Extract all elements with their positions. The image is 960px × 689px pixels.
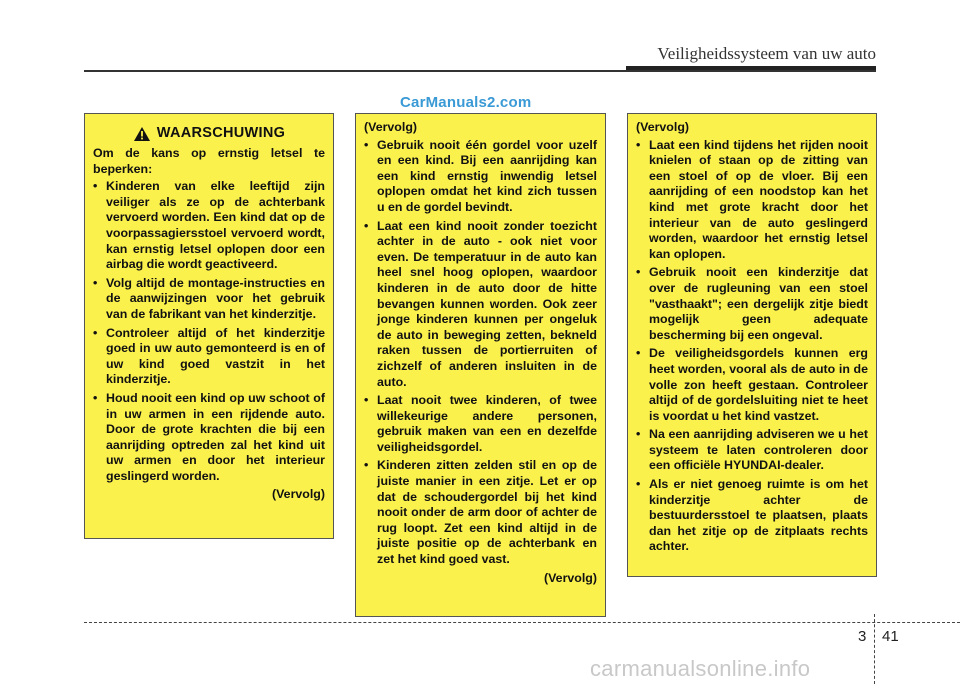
list-item-text: Kinderen zitten zelden stil en op de juiste manier in een zitje. Let er op dat de schoudergordel bij het kind nooit onder de arm door of achter de rug loopt. Zet een kind altijd in de juiste positie op de achterbank en zet het kind goed vast. (377, 458, 597, 567)
list-item-text: Laat nooit twee kinderen, of twee willekeurige andere personen, gebruik maken van een en dezelfde veiligheidsgordel. (377, 393, 597, 454)
list-item: • De veiligheidsgordels kunnen erg heet worden, vooral als de auto in de volle zon heeft gestaan. Controleer altijd of de gordelsluiting niet te heet is voordat u het kind vastzet. (636, 346, 868, 423)
header-title: Veiligheidssysteem van uw auto (657, 44, 876, 63)
list-item-text: Volg altijd de montage-instructies en de aanwijzingen voor het gebruik van de fabrikant van het kinderzitje. (106, 275, 325, 321)
list-item-text: Controleer altijd of het kinderzitje goed in uw auto gemonteerd is en of uw kind goed vastzit in het kinderzitje. (106, 325, 325, 387)
warning-panel-2 (355, 113, 606, 617)
warning-triangle-icon (133, 126, 151, 142)
watermark-bottom[interactable]: carmanualsonline.info (590, 656, 811, 681)
watermark-top[interactable]: CarManuals2.com (400, 94, 532, 111)
warning-intro: Om de kans op ernstig letsel te beperken: (93, 146, 325, 176)
chapter-number: 3 (858, 628, 867, 645)
list-item: • Kinderen van elke leeftijd zijn veiliger als ze op de achterbank vervoerd worden. Een kind dat op de voorpassagiersstoel vervoerd wordt, kan ernstig letsel oplopen door een airbag die wordt geactiveerd. (93, 179, 325, 272)
list-item-text: Als er niet genoeg ruimte is om het kinderzitje achter de bestuurdersstoel te plaatsen, plaats dan het zitje op de zitplaats rechts achter. (649, 477, 868, 554)
header-rule (84, 70, 876, 72)
list-item: • Na een aanrijding adviseren we u het systeem te laten controleren door een officiële HYUNDAI-dealer. (636, 427, 868, 473)
list-item: • Laat nooit twee kinderen, of twee willekeurige andere personen, gebruik maken van een en dezelfde veiligheidsgordel. (364, 393, 597, 454)
list-item-text: Kinderen van elke leeftijd zijn veiliger als ze op de achterbank vervoerd worden. Een kind dat op de voorpassagiersstoel vervoerd wordt, kan ernstig letsel oplopen door een airbag die wordt geactiveerd. (106, 179, 325, 272)
list-item: • Laat een kind nooit zonder toezicht achter in de auto - ook niet voor even. De temperatuur in de auto kan heel snel hoog oplopen, waardoor kinderen in de auto door de hitte bevangen kunnen worden. Ook zeer jonge kinderen kunnen per ongeluk de auto in beweging zetten, bekneld raken tussen de portierruiten of zichzelf of anderen insluiten in de auto. (364, 218, 597, 389)
list-item-text: Laat een kind tijdens het rijden nooit knielen of staan op de zitting van een stoel of op de vloer. Bij een aanrijding of een noodstop kan het kind met grote kracht door het interieur van de auto geslingerd worden, waardoor het ernstig letsel kan oplopen. (649, 137, 868, 261)
list-item: • Controleer altijd of het kinderzitje goed in uw auto gemonteerd is en of uw kind goed vastzit in het kinderzitje. (93, 325, 325, 387)
continued-label: (Vervolg) (271, 487, 325, 502)
list-item-text: Na een aanrijding adviseren we u het systeem te laten controleren door een officiële HYUNDAI-dealer. (649, 427, 868, 473)
warning-title: WAARSCHUWING (156, 125, 286, 142)
continued-heading: (Vervolg) (636, 120, 690, 134)
list-item: • Volg altijd de montage-instructies en de aanwijzingen voor het gebruik van de fabrikant van het kinderzitje. (93, 275, 325, 321)
warning-panel-3 (627, 113, 877, 577)
warning-list-2 (364, 138, 597, 568)
page-number: 41 (882, 628, 899, 645)
list-item-text: Houd nooit een kind op uw schoot of in uw armen in een rijdende auto. Door de grote krachten die bij een aanrijding optreden zal het kind uit uw armen en door het interieur geslingerd worden. (106, 390, 325, 483)
list-item-text: Laat een kind nooit zonder toezicht achter in de auto - ook niet voor even. De temperatuur in de auto kan heel snel hoog oplopen, waardoor kinderen in de auto door de hitte bevangen kunnen worden. Ook zeer jonge kinderen kunnen per ongeluk de auto in beweging zetten, bekneld raken tussen de portierruiten of zichzelf of anderen insluiten in de auto. (377, 218, 597, 389)
list-item-text: Gebruik nooit één gordel voor uzelf en een kind. Bij een aanrijding kan een kind ernstig inwendig letsel oplopen omdat het kind zich tussen u en de gordel bevindt. (377, 137, 597, 214)
footer-rule (84, 622, 960, 623)
list-item-text: Gebruik nooit een kinderzitje dat over de rugleuning van een stoel "vasthaakt"; een dergelijk zitje biedt mogelijk geen adequate bescherming bij een ongeval. (649, 265, 868, 342)
list-item: • Gebruik nooit een kinderzitje dat over de rugleuning van een stoel "vasthaakt"; een dergelijk zitje biedt mogelijk geen adequate bescherming bij een ongeval. (636, 265, 868, 342)
list-item: • Laat een kind tijdens het rijden nooit knielen of staan op de zitting van een stoel of op de vloer. Bij een aanrijding of een noodstop kan het kind met grote kracht door het interieur van de auto geslingerd worden, waardoor het ernstig letsel kan oplopen. (636, 137, 868, 261)
warning-header (93, 126, 325, 142)
list-item: • Kinderen zitten zelden stil en op de juiste manier in een zitje. Let er op dat de schoudergordel bij het kind nooit onder de arm door of achter de rug loopt. Zet een kind altijd in de juiste positie op de achterbank en zet het kind goed vast. (364, 458, 597, 567)
continued-heading: (Vervolg) (364, 120, 418, 134)
list-item: • Als er niet genoeg ruimte is om het kinderzitje achter de bestuurdersstoel te plaatsen, plaats dan het zitje op de zitplaats rechts achter. (636, 477, 868, 554)
warning-list-1 (93, 179, 325, 484)
continued-label: (Vervolg) (543, 570, 597, 585)
page-number-divider (874, 614, 875, 684)
list-item-text: De veiligheidsgordels kunnen erg heet worden, vooral als de auto in de volle zon heeft gestaan. Controleer altijd of de gordelsluiting niet te heet is voordat u het kind vastzet. (649, 346, 868, 423)
list-item: • Gebruik nooit één gordel voor uzelf en een kind. Bij een aanrijding kan een kind ernstig inwendig letsel oplopen omdat het kind zich tussen u en de gordel bevindt. (364, 137, 597, 214)
warning-list-3 (636, 138, 868, 555)
warning-panel-1 (84, 113, 334, 539)
list-item: • Houd nooit een kind op uw schoot of in uw armen in een rijdende auto. Door de grote krachten die bij een aanrijding optreden zal het kind uit uw armen en door het interieur geslingerd worden. (93, 390, 325, 483)
